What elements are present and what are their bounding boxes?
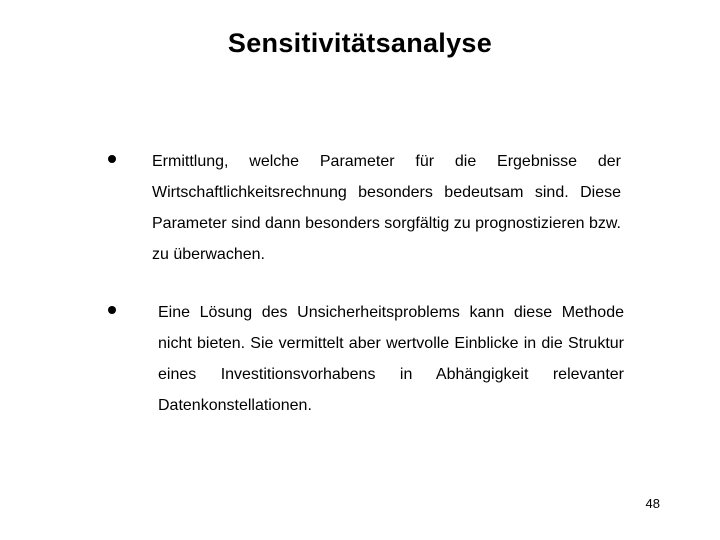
bullet-dot-icon [108,155,116,163]
page-number: 48 [645,496,660,511]
slide-title: Sensitivitätsanalyse [227,28,493,58]
bullet-dot-icon [108,306,116,314]
bullet-text: Ermittlung, welche Parameter für die Ergebnisse der Wirtschaftlichkeitsrechnung besonders bedeutsam sind. Diese Parameter sind dann besonders sorgfältig zu prognostizieren bzw. zu überwachen. [152,153,621,263]
bullet-text: Eine Lösung des Unsicherheitsproblems kann diese Methode nicht bieten. Sie vermittelt aber wertvolle Einblicke in die Struktur eines Investitionsvorhabens in Abhängigkeit relevanter Datenkonstellationen. [158,304,624,414]
